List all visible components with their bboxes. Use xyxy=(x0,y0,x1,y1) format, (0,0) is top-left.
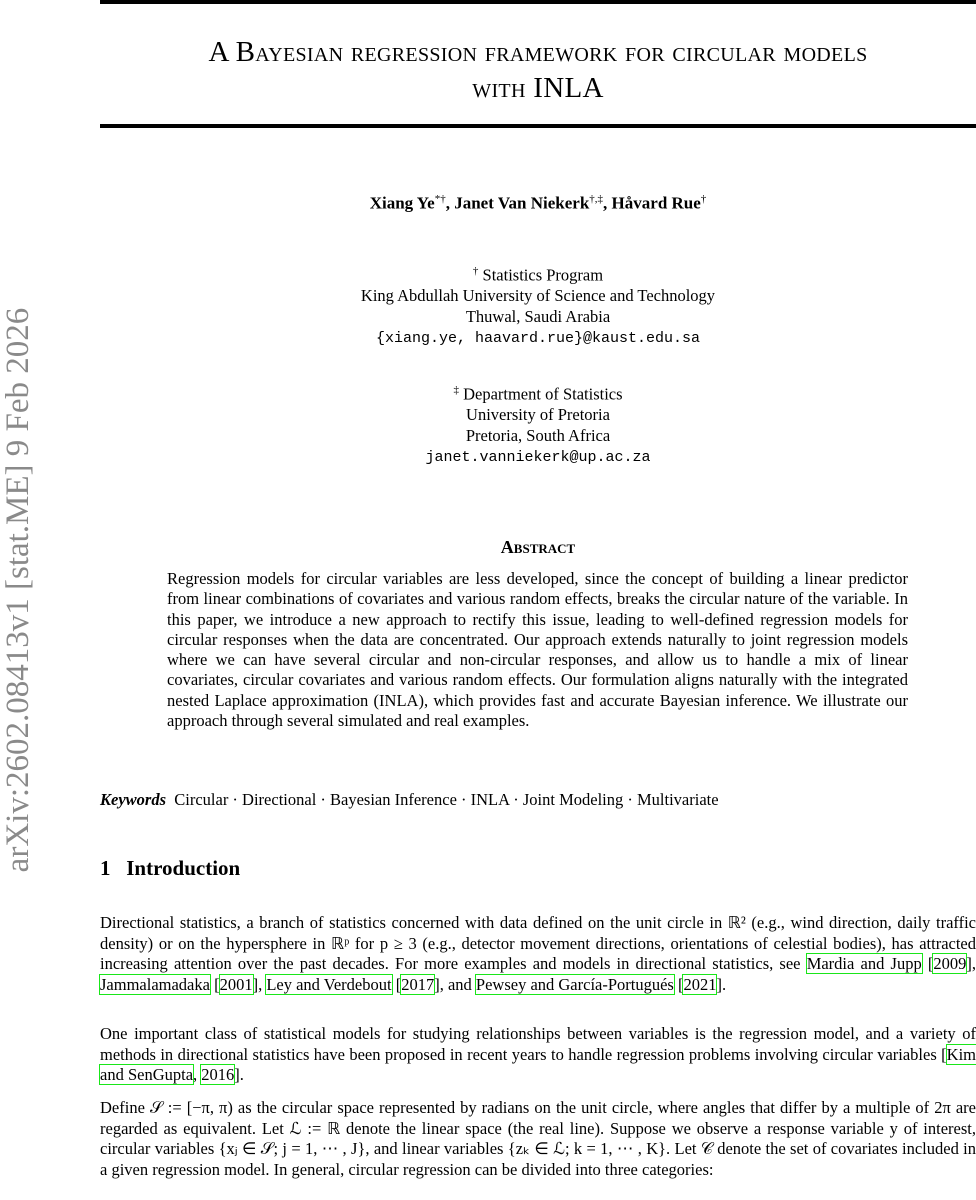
intro-paragraph-2: One important class of statistical models for studying relationships between variables is the regression model, and a variety of methods in directional statistics have been proposed in recent years to handle regression problems involving circular variables [Kim and SenGupta, 2016]. xyxy=(100,1024,976,1084)
author-mark: †,‡ xyxy=(589,193,604,205)
citation-year-link[interactable]: 2021 xyxy=(683,974,717,994)
citation-year-link[interactable]: 2001 xyxy=(219,974,253,994)
paper-title xyxy=(100,34,976,106)
citation-link[interactable]: Jammalamadaka xyxy=(100,974,210,994)
affiliation-line: Thuwal, Saudi Arabia xyxy=(465,306,611,326)
citation-year-link[interactable]: 2009 xyxy=(933,954,967,973)
affiliation-line: University of Pretoria xyxy=(466,405,610,424)
email: {xiang.ye, haavard.rue}@kaust.edu.sa xyxy=(375,330,701,347)
keywords-label: Keywords xyxy=(100,790,166,809)
keywords xyxy=(100,790,719,810)
abstract-text: Regression models for circular variables are less developed, since the concept of building a linear predictor from linear combinations of covariates and various random effects, breaks the circular nature of the variable. In this paper, we introduce a new approach to rectify this issue, leading to well-defined regression models for circular responses when the data are concentrated. Our approach extends naturally to joint regression models where we can have several circular and non-circular responses, and allow us to handle a mix of linear covariates, circular covariates and various random effects. Our formulation aligns naturally with the integrated nested Laplace approximation (INLA), which provides fast and accurate Bayesian inference. We illustrate our approach through several simulated and real examples. xyxy=(167,569,908,731)
paragraph-text: Directional statistics, a branch of statistics concerned with data defined on the unit circle in ℝ² (e.g., wind direction, daily traffic density) or on the hypersphere in ℝᵖ for p ≥ 3 (e.g., detector movement directions, orientations of celestial bodies), has attracted increasing attention over the past decades. For more examples and models in directional statistics, see xyxy=(100,913,976,973)
paragraph-text: One important class of statistical models for studying relationships between variables is the regression model, and a variety of methods in directional statistics have been proposed in recent years to handle regression problems involving circular variables [ xyxy=(100,1024,976,1064)
abstract-heading: Abstract xyxy=(500,537,576,557)
section-heading xyxy=(100,856,240,881)
keywords-list: Circular · Directional · Bayesian Inference · INLA · Joint Modeling · Multivariate xyxy=(174,790,719,809)
author-name: , Janet Van Niekerk xyxy=(445,193,590,213)
author-name: Xiang Ye xyxy=(369,193,435,213)
affiliation-line: Department of Statistics xyxy=(463,384,623,404)
intro-paragraph-3: Define 𝒮 := [−π, π) as the circular space represented by radians on the unit circle, where angles that differ by a multiple of 2π are regarded as equivalent. Let ℒ := ℝ denote the linear space (the real line). Suppose we observe a response variable y of interest, circular variables {xⱼ ∈ 𝒮; j = 1, ⋯ , J}, and linear variables {zₖ ∈ ℒ; k = 1, ⋯ , K}. Let 𝒞 denote the set of covariates included in a given regression model. In general, circular regression can be divided into three categories: xyxy=(100,1098,976,1179)
title-bottom-rule xyxy=(100,124,976,128)
affiliation-line: Statistics Program xyxy=(482,265,604,285)
arxiv-identifier: arXiv:2602.08413v1 [stat.ME] 9 Feb 2026 xyxy=(0,307,36,873)
title-line-2: with INLA xyxy=(472,72,604,104)
citation-year-link[interactable]: 2016 xyxy=(201,1065,235,1084)
author-mark: † xyxy=(700,193,707,205)
citation-link[interactable]: Mardia and Jupp xyxy=(806,954,922,973)
citation-link[interactable]: Pewsey and García-Portugués xyxy=(475,974,674,994)
citation-year-link[interactable]: 2017 xyxy=(401,974,435,994)
author-mark: *† xyxy=(434,193,446,205)
intro-paragraph-1: Directional statistics, a branch of statistics concerned with data defined on the unit circle in ℝ² (e.g., wind direction, daily traffic density) or on the hypersphere in ℝᵖ for p ≥ 3 (e.g., detector movement directions, orientations of celestial bodies), has attracted increasing attention over the past decades. For more examples and models in directional statistics, see Mardia and Jupp [2009], Jammalamadaka [2001], Ley and Verdebout [2017], and Pewsey and García-Portugués [2021]. xyxy=(100,913,976,994)
authors xyxy=(100,193,976,214)
affiliation-mark: † xyxy=(472,265,479,277)
section-number: 1 xyxy=(100,856,111,880)
affiliation-pretoria xyxy=(100,380,976,469)
citation-link[interactable]: Ley and Verdebout xyxy=(266,974,392,994)
citation-link[interactable]: Kim and SenGupta xyxy=(100,1044,976,1084)
section-title: Introduction xyxy=(126,856,241,880)
affiliation-line: Pretoria, South Africa xyxy=(465,425,611,445)
affiliation-kaust xyxy=(100,261,976,350)
top-rule xyxy=(100,0,976,4)
author-name: , Håvard Rue xyxy=(603,193,701,213)
affiliation-line: King Abdullah University of Science and Technology xyxy=(360,286,716,305)
paragraph-text: ]. xyxy=(234,1065,244,1084)
title-line-1: A Bayesian regression framework for circular models xyxy=(208,36,868,68)
email: janet.vanniekerk@up.ac.za xyxy=(425,449,651,466)
affiliation-mark: ‡ xyxy=(453,384,459,396)
